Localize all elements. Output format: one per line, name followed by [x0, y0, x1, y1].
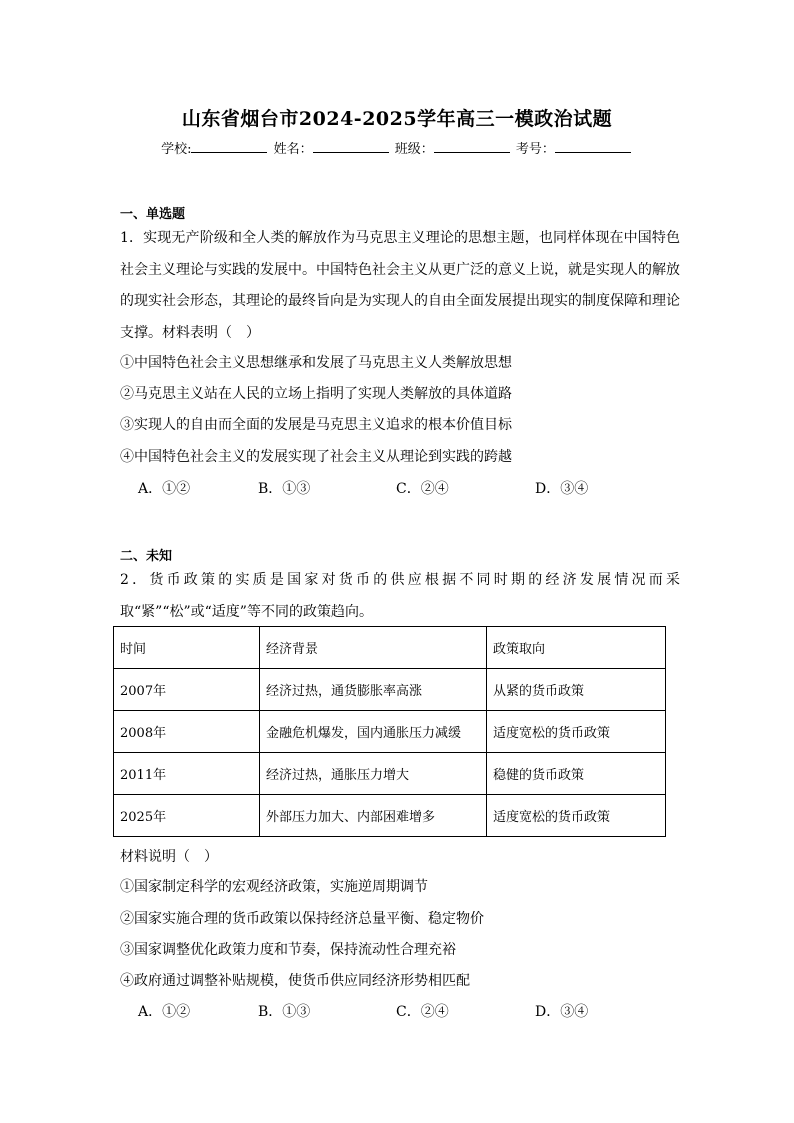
question-2-option-4: ④政府通过调整补贴规模，使货币供应同经济形势相匹配 — [120, 973, 470, 989]
table-header-cell: 经济背景 — [260, 627, 487, 669]
table-cell: 金融危机爆发，国内通胀压力减缓 — [260, 711, 487, 753]
name-blank[interactable] — [313, 140, 389, 153]
question-2-option-3: ③国家调整优化政策力度和节奏，保持流动性合理充裕 — [120, 942, 456, 958]
table-cell: 经济过热，通货膨胀率高涨 — [260, 669, 487, 711]
table-cell: 2025年 — [114, 795, 260, 837]
question-2-stem: 2．货币政策的实质是国家对货币的供应根据不同时期的经济发展情况而采取“紧”“松”或“适度”等不同的政策趋向。 — [120, 572, 680, 620]
number-blank[interactable] — [555, 140, 631, 153]
class-label: 班级： — [394, 142, 434, 157]
table-cell: 适度宽松的货币政策 — [487, 711, 666, 753]
table-cell: 2007年 — [114, 669, 260, 711]
section-heading-unknown: 二、未知 — [120, 549, 173, 564]
table-row — [114, 669, 666, 711]
table-cell: 外部压力加大、内部困难增多 — [260, 795, 487, 837]
question-1-choice-a[interactable]: A．①② — [138, 481, 191, 497]
table-header-row — [114, 627, 666, 669]
table-cell: 适度宽松的货币政策 — [487, 795, 666, 837]
question-2-option-2: ②国家实施合理的货币政策以保持经济总量平衡、稳定物价 — [120, 911, 484, 927]
question-2-option-1: ①国家制定科学的宏观经济政策，实施逆周期调节 — [120, 879, 428, 895]
question-1-stem: 1．实现无产阶级和全人类的解放作为马克思主义理论的思想主题，也同样体现在中国特色社会主义理论与实践的发展中。中国特色社会主义从更广泛的意义上说，就是实现人的解放的现实社会形态，其理论的最终旨向是为实现人的自由全面发展提出现实的制度保障和理论支撑。材料表明（ ） — [120, 230, 680, 341]
student-info-line — [0, 138, 794, 157]
table-header-cell: 政策取向 — [487, 627, 666, 669]
question-1-choice-b[interactable]: B．①③ — [258, 481, 311, 497]
question-1-choice-d[interactable]: D．③④ — [535, 481, 589, 497]
question-1-option-3: ③实现人的自由而全面的发展是马克思主义追求的根本价值目标 — [120, 417, 512, 433]
question-2-choice-d[interactable]: D．③④ — [535, 1004, 589, 1020]
question-2-prompt: 材料说明（ ） — [120, 849, 218, 865]
table-row — [114, 753, 666, 795]
question-1-option-4: ④中国特色社会主义的发展实现了社会主义从理论到实践的跨越 — [120, 449, 512, 465]
table-cell: 从紧的货币政策 — [487, 669, 666, 711]
monetary-policy-table — [113, 626, 666, 837]
class-blank[interactable] — [434, 140, 510, 153]
table-row — [114, 795, 666, 837]
school-blank[interactable] — [191, 140, 267, 153]
table-row — [114, 711, 666, 753]
question-1-option-1: ①中国特色社会主义思想继承和发展了马克思主义人类解放思想 — [120, 355, 512, 371]
question-1-option-2: ②马克思主义站在人民的立场上指明了实现人类解放的具体道路 — [120, 386, 512, 402]
table-cell: 稳健的货币政策 — [487, 753, 666, 795]
school-label: 学校: — [161, 142, 192, 157]
section-heading-single-choice: 一、单选题 — [120, 207, 186, 222]
question-2-choice-a[interactable]: A．①② — [138, 1004, 191, 1020]
table-cell: 2008年 — [114, 711, 260, 753]
question-1-choice-c[interactable]: C．②④ — [396, 481, 449, 497]
table-cell: 经济过热，通胀压力增大 — [260, 753, 487, 795]
name-label: 姓名： — [273, 142, 313, 157]
question-2-choice-c[interactable]: C．②④ — [396, 1004, 449, 1020]
question-2-choice-b[interactable]: B．①③ — [258, 1004, 311, 1020]
table-header-cell: 时间 — [114, 627, 260, 669]
number-label: 考号： — [515, 142, 555, 157]
table-cell: 2011年 — [114, 753, 260, 795]
exam-title: 山东省烟台市2024-2025学年高三一模政治试题 — [181, 108, 613, 130]
